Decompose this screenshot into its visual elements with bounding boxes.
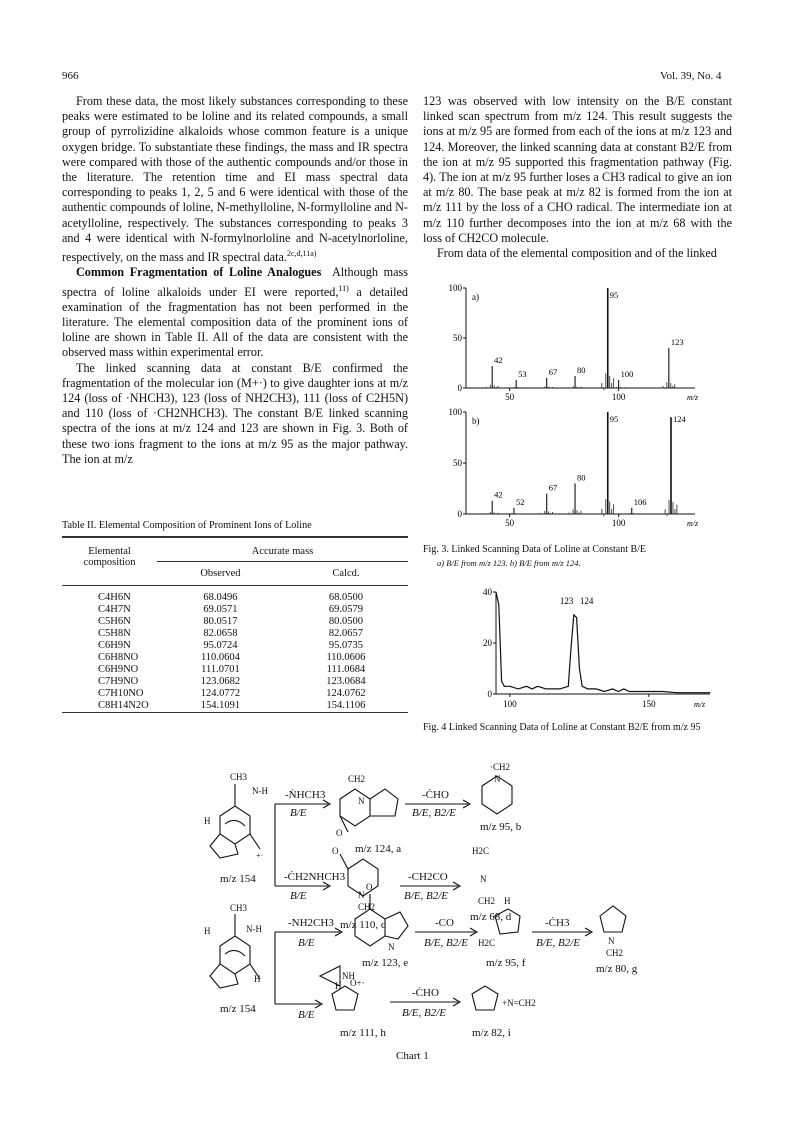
step-e-loss: -NH2CH3	[288, 917, 334, 929]
svg-text:CH2: CH2	[358, 902, 376, 912]
svg-text:H: H	[204, 926, 211, 936]
ion-h-label: m/z 111, h	[340, 1027, 386, 1039]
table-cell-o: 154.1091	[200, 700, 241, 711]
table-cell-o: 82.0658	[203, 628, 238, 639]
table-cell-f: C4H6N	[98, 592, 131, 603]
ion-c-label: m/z 110, c	[340, 919, 386, 931]
ion-b-label: m/z 95, b	[480, 821, 522, 833]
y-tick-label: 50	[453, 458, 462, 468]
panel-label: a)	[472, 292, 479, 302]
step-a-loss: -ṄHCH3	[285, 789, 326, 801]
svg-text:·CH2: ·CH2	[490, 762, 510, 772]
ion-f-label: m/z 95, f	[486, 957, 526, 969]
trace-point	[501, 681, 502, 682]
step-b-cond: B/E, B2/E	[412, 807, 456, 819]
table-cell-o: 69.0571	[203, 604, 238, 615]
table-cell-c: 111.0684	[326, 664, 366, 675]
peak-label: 123	[559, 596, 574, 606]
trace-point	[560, 689, 561, 690]
table-row	[62, 640, 408, 652]
table-header-calcd: Calcd.	[332, 568, 360, 579]
x-tick-label: 100	[611, 518, 626, 528]
table-cell-o: 95.0724	[203, 640, 238, 651]
ion-g-label: m/z 80, g	[596, 963, 638, 975]
svg-text:N-H: N-H	[252, 786, 268, 796]
step-i-cond: B/E, B2/E	[402, 1007, 446, 1019]
table-cell-o: 123.0682	[200, 676, 241, 687]
table-cell-c: 80.0500	[328, 616, 363, 627]
right-paragraph-1: 123 was observed with low intensity on the B/E constant linked scan spectrum from m/z 124. This result suggests the ions at m/z 95 are formed from each of the ions at m/z 123 and 124. Moreover, the linked scanning data at constant B2/E from the ion at m/z 95 supported this fragmentation pathway (Fig. 4). The ion at m/z 95 further loses a CH3 radical to give an ion at m/z 80. The base peak at m/z 82 is formed from the ion at m/z 111 by the loss of a CHO radical. The intermediate ion at m/z 110 further decomposes into the ion at m/z 68 with the loss of CH2CO molecule.	[423, 94, 732, 245]
y-tick-label: 0	[487, 689, 492, 699]
svg-text:N: N	[388, 942, 395, 952]
svg-text:H: H	[335, 981, 342, 991]
table-row	[62, 652, 408, 664]
trace-point	[612, 689, 613, 690]
trace-point	[546, 689, 547, 690]
svg-text:O: O	[332, 846, 339, 856]
section-heading: Common Fragmentation of Loline Analogues	[76, 265, 322, 280]
trace-point	[568, 686, 569, 687]
step-g-cond: B/E, B2/E	[536, 937, 580, 949]
svg-text:CH3: CH3	[230, 772, 248, 782]
trace-point	[498, 604, 499, 605]
fig3-subcaption: a) B/E from m/z 123. b) B/E from m/z 124.	[437, 558, 581, 568]
x-tick-label: 100	[503, 699, 517, 709]
peak-label: 67	[548, 482, 558, 493]
step-d-loss: -CH2CO	[408, 871, 448, 883]
composition-table	[62, 536, 408, 713]
table-cell-f: C4H7N	[98, 604, 131, 615]
table-cell-o: 110.0604	[200, 652, 240, 663]
table-cell-c: 124.0762	[326, 688, 366, 699]
svg-text:N: N	[608, 936, 615, 946]
table-cell-c: 154.1106	[326, 700, 366, 711]
svg-text:N: N	[358, 890, 365, 900]
table-cell-f: C8H14N2O	[98, 700, 149, 711]
trace-point	[648, 691, 649, 692]
trace-point	[710, 692, 711, 693]
x-tick-label: 150	[642, 699, 656, 709]
svg-text:N: N	[494, 774, 501, 784]
table-caption: Table II. Elemental Composition of Prominent Ions of Loline	[62, 520, 312, 531]
arrow-e-to-f	[415, 928, 477, 936]
trace-point	[554, 689, 555, 690]
step-a-cond: B/E	[290, 807, 307, 819]
trace-point	[693, 692, 694, 693]
table-row	[62, 700, 408, 713]
peak-label: 106	[633, 496, 647, 507]
fig4-caption: Fig. 4 Linked Scanning Data of Loline at Constant B2/E from m/z 95	[423, 722, 701, 733]
right-paragraph-2: From data of the elemental composition and of the linked	[437, 246, 717, 261]
left-paragraph-2: Common Fragmentation of Loline Analogues Although mass spectra of loline alkaloids under EI were reported,$^{11)}$ a detailed examination of the fragmentation has not been performed in the literature. The elemental composition data of the prominent ions of loline are shown in Table II. All of the data are consistent with the observed mass within experimental error.	[62, 265, 409, 360]
svg-text:NH: NH	[342, 971, 355, 981]
svg-text:O+·: O+·	[350, 978, 365, 988]
table-row	[62, 664, 408, 676]
table-cell-o: 68.0496	[203, 592, 238, 603]
svg-text:N: N	[480, 874, 487, 884]
table-cell-c: 68.0500	[328, 592, 363, 603]
peak-label: 95	[609, 290, 619, 300]
ion-e-label: m/z 123, e	[362, 957, 409, 969]
svg-text:CH2: CH2	[348, 774, 366, 784]
x-axis-label: m/z	[687, 519, 699, 528]
fig4-panel	[483, 587, 710, 709]
trace-point	[496, 592, 497, 593]
y-tick-label: 50	[453, 333, 462, 343]
peak-label: 52	[515, 496, 525, 507]
fig4-spectrum	[470, 584, 740, 718]
left-paragraph-1: From these data, the most likely substances corresponding to these peaks were estimated to be loline and its related compounds, a small group of pyrrolizidine alkaloids whose common feature is a unique oxygen bridge. To substantiate these findings, the mass and IR spectra were compared with those of the authentic compounds and/or those in the literature. The retention time and EI mass spectral data corresponding to peaks 1, 2, 5 and 6 were identical with those of the authentic compounds of loline, N-methylloline, N-formylloline and N-acetylloline, respectively. The substances corresponding to peaks 3 and 4 were identical with N-formylnorloline and N-acetylnorloline, respectively, on the mass and IR spectral data.$^{2c,d,11a)}$	[62, 94, 408, 265]
y-tick-label: 100	[448, 407, 462, 417]
step-c-loss: -ĊH2NHCH3	[284, 871, 346, 883]
peak-label: 123	[670, 337, 684, 347]
table-row	[62, 688, 408, 700]
ion-i-structure	[472, 986, 498, 1010]
trace-point	[596, 689, 597, 690]
table-row	[62, 628, 408, 640]
trace-point	[526, 686, 527, 687]
trace-point	[537, 686, 538, 687]
y-tick-label: 100	[448, 283, 462, 293]
y-tick-label: 40	[483, 587, 492, 597]
svg-text:+N=CH2: +N=CH2	[502, 998, 536, 1008]
trace-point	[509, 686, 510, 687]
y-tick-label: 0	[457, 383, 462, 393]
table-cell-f: C7H9NO	[98, 676, 139, 687]
table-cell-f: C5H6N	[98, 616, 131, 627]
fig3-spectra	[440, 282, 740, 540]
trace-point	[587, 689, 588, 690]
step-i-loss: -ĊHO	[412, 987, 439, 999]
chart1-scheme	[190, 754, 730, 1049]
panel-label: b)	[472, 416, 480, 426]
arrow-h-to-i	[390, 998, 460, 1006]
spectrum-trace	[496, 592, 710, 693]
peak-label: 42	[494, 355, 503, 365]
y-tick-label: 0	[457, 509, 462, 519]
step-f-loss: -CO	[435, 917, 454, 929]
ion-a-label: m/z 124, a	[355, 843, 402, 855]
trace-point	[676, 692, 677, 693]
table-cell-c: 110.0606	[326, 652, 366, 663]
m154-label-2: m/z 154	[220, 1003, 256, 1015]
page-number: 966	[62, 70, 79, 82]
svg-text:O: O	[336, 828, 343, 838]
step-h-cond: B/E	[298, 1009, 315, 1021]
peak-label: 95	[609, 414, 619, 424]
journal-volume: Vol. 39, No. 4	[660, 70, 722, 82]
fig3-panel-a	[449, 283, 700, 402]
left-column	[62, 94, 408, 467]
table-cell-o: 111.0701	[201, 664, 240, 675]
trace-point	[576, 617, 577, 618]
trace-point	[532, 689, 533, 690]
trace-point	[662, 691, 663, 692]
peak-label: 124	[673, 414, 686, 424]
table-row	[62, 604, 408, 616]
trace-point	[604, 691, 605, 692]
peak-label: 124	[579, 596, 594, 606]
table-cell-f: C6H8NO	[98, 652, 139, 663]
trace-point	[518, 689, 519, 690]
fig3-panel-b	[449, 407, 700, 528]
table-header-accurate: Accurate mass	[157, 537, 408, 562]
table-header-elemental: Elemental composition	[62, 537, 157, 586]
x-axis-label: m/z	[687, 393, 699, 402]
peak-label: 80	[577, 365, 586, 375]
left-paragraph-3: The linked scanning data at constant B/E confirmed the fragmentation of the molecular ion (M+·) to give daughter ions at m/z 124 (loss of ·NHCH3), 123 (loss of NH2CH3), 111 (loss of C2H5N) and 110 (loss of ·CH2NHCH3). The constant B/E linked scanning spectra of the ions at m/z 124 and 123 are shown in Fig. 3. Both of these two ions fragment to the ions at m/z 95 as the major pathway. The ion at m/z	[62, 360, 408, 466]
step-f-cond: B/E, B2/E	[424, 937, 468, 949]
trace-point	[571, 648, 572, 649]
step-e-cond: B/E	[298, 937, 315, 949]
table-header-observed: Observed	[200, 568, 241, 579]
x-axis-label: m/z	[694, 700, 706, 709]
svg-text:CH2: CH2	[606, 948, 624, 958]
ion-d-label: m/z 68, d	[470, 911, 512, 923]
arrow-f-to-g	[532, 928, 592, 936]
trace-point	[629, 691, 630, 692]
x-tick-label: 50	[505, 518, 515, 528]
svg-text:CH2: CH2	[478, 896, 496, 906]
trace-point	[504, 686, 505, 687]
svg-text:N-H: N-H	[246, 924, 262, 934]
table-row	[62, 616, 408, 628]
table-cell-c: 69.0579	[328, 604, 363, 615]
table-cell-f: C5H8N	[98, 628, 131, 639]
table-cell-o: 124.0772	[200, 688, 241, 699]
fig3-caption: Fig. 3. Linked Scanning Data of Loline at Constant B/E	[423, 544, 647, 555]
svg-text:N: N	[358, 796, 365, 806]
trace-point	[618, 691, 619, 692]
table-cell-c: 123.0684	[326, 676, 366, 687]
step-g-loss: -ĊH3	[545, 917, 570, 929]
svg-text:H2C: H2C	[478, 938, 496, 948]
peak-label: 53	[518, 369, 527, 379]
chart1-caption: Chart 1	[396, 1050, 429, 1062]
peak-label: 67	[548, 367, 558, 377]
trace-point	[579, 668, 580, 669]
svg-text:H2C: H2C	[472, 846, 490, 856]
svg-text:+·: +·	[256, 851, 264, 860]
arrow-c-to-d	[400, 882, 460, 890]
svg-text:O: O	[366, 882, 373, 892]
ion-a-structure	[340, 789, 398, 832]
x-tick-label: 50	[505, 392, 515, 402]
trace-point	[623, 689, 624, 690]
trace-point	[573, 615, 574, 616]
table-cell-c: 95.0735	[328, 640, 363, 651]
table-row	[62, 586, 408, 605]
peak-label: 42	[494, 489, 503, 500]
table-cell-o: 80.0517	[203, 616, 238, 627]
peak-label: 100	[620, 369, 634, 379]
svg-text:H: H	[504, 896, 511, 906]
svg-text:H: H	[254, 974, 261, 984]
x-tick-label: 100	[611, 392, 626, 402]
y-tick-label: 20	[483, 638, 492, 648]
trace-point	[582, 686, 583, 687]
table-cell-c: 82.0657	[328, 628, 363, 639]
table-cell-f: C6H9NO	[98, 664, 139, 675]
table-row	[62, 676, 408, 688]
svg-text:CH3: CH3	[230, 903, 248, 913]
svg-text:H: H	[204, 816, 211, 826]
step-c-cond: B/E	[290, 890, 307, 902]
table-cell-f: C7H10NO	[98, 688, 144, 699]
right-column	[423, 94, 732, 261]
step-d-cond: B/E, B2/E	[404, 890, 448, 902]
table-cell-f: C6H9N	[98, 640, 131, 651]
ion-g-structure	[600, 906, 626, 932]
peak-label: 80	[577, 472, 586, 483]
trace-point	[637, 691, 638, 692]
ion-i-label: m/z 82, i	[472, 1027, 511, 1039]
step-b-loss: -ĊHO	[422, 789, 449, 801]
m154-label-1: m/z 154	[220, 873, 256, 885]
